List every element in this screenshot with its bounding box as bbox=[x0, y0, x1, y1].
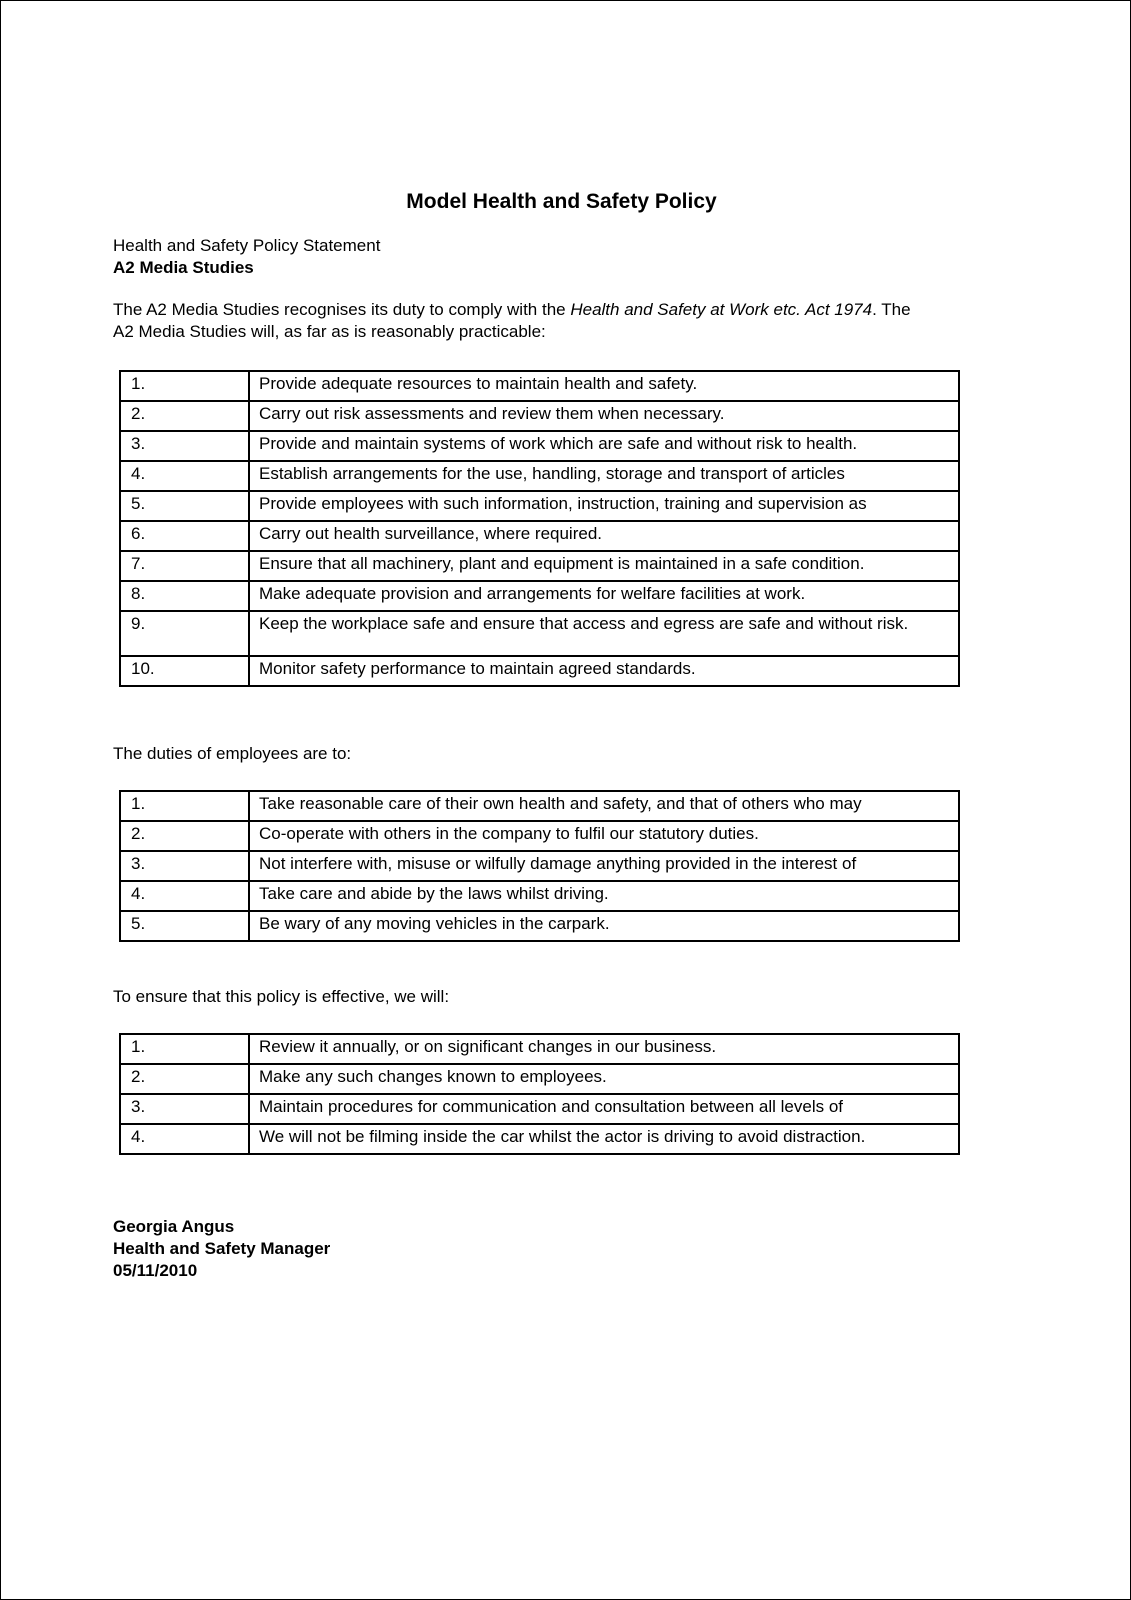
row-number: 10. bbox=[120, 656, 249, 686]
row-text: Ensure that all machinery, plant and equipment is maintained in a safe condition. bbox=[249, 551, 959, 581]
organisation-name: A2 Media Studies bbox=[113, 258, 254, 277]
row-text: Be wary of any moving vehicles in the carpark. bbox=[249, 911, 959, 941]
row-number: 2. bbox=[120, 821, 249, 851]
table-row bbox=[120, 851, 959, 881]
employee-duties-heading: The duties of employees are to: bbox=[113, 744, 352, 763]
table-row bbox=[120, 431, 959, 461]
row-number: 7. bbox=[120, 551, 249, 581]
intro-paragraph bbox=[113, 299, 1013, 343]
table-row bbox=[120, 1034, 959, 1064]
row-number: 4. bbox=[120, 1124, 249, 1154]
row-text: Take reasonable care of their own health and safety, and that of others who may bbox=[259, 794, 862, 813]
table-row bbox=[120, 1124, 959, 1154]
row-number: 8. bbox=[120, 581, 249, 611]
page-title: Model Health and Safety Policy bbox=[406, 190, 717, 213]
table-row bbox=[120, 911, 959, 941]
commitments-table bbox=[119, 370, 960, 687]
table-row bbox=[120, 491, 959, 521]
row-number: 4. bbox=[120, 461, 249, 491]
table-row bbox=[120, 401, 959, 431]
row-number: 1. bbox=[120, 371, 249, 401]
signature-role: Health and Safety Manager bbox=[113, 1239, 331, 1258]
table-row bbox=[120, 821, 959, 851]
statement-heading: Health and Safety Policy Statement bbox=[113, 236, 381, 255]
row-number: 5. bbox=[120, 911, 249, 941]
row-number: 2. bbox=[120, 401, 249, 431]
row-text: Carry out risk assessments and review them when necessary. bbox=[249, 401, 959, 431]
row-text: Establish arrangements for the use, handling, storage and transport of articles bbox=[259, 464, 845, 483]
row-text: We will not be filming inside the car whilst the actor is driving to avoid distraction. bbox=[249, 1124, 959, 1154]
row-number: 1. bbox=[120, 791, 249, 821]
row-text: Make adequate provision and arrangements for welfare facilities at work. bbox=[249, 581, 959, 611]
row-number: 6. bbox=[120, 521, 249, 551]
row-text: Carry out health surveillance, where required. bbox=[249, 521, 959, 551]
effectiveness-heading: To ensure that this policy is effective, we will: bbox=[113, 987, 450, 1006]
row-number: 4. bbox=[120, 881, 249, 911]
row-text: Maintain procedures for communication and consultation between all levels of bbox=[259, 1097, 843, 1116]
act-title: Health and Safety at Work etc. Act 1974 bbox=[570, 300, 873, 319]
table-row bbox=[120, 461, 959, 491]
row-text: Provide and maintain systems of work which are safe and without risk to health. bbox=[249, 431, 959, 461]
row-text: Provide adequate resources to maintain health and safety. bbox=[249, 371, 959, 401]
row-text: Take care and abide by the laws whilst driving. bbox=[249, 881, 959, 911]
intro-text-start: The A2 Media Studies recognises its duty to comply with the bbox=[113, 300, 571, 319]
row-text: Monitor safety performance to maintain agreed standards. bbox=[249, 656, 959, 686]
intro-text-line2: A2 Media Studies will, as far as is reasonably practicable: bbox=[113, 322, 546, 341]
signature-date: 05/11/2010 bbox=[113, 1261, 198, 1280]
row-text: Provide employees with such information, instruction, training and supervision as bbox=[259, 494, 867, 513]
row-text: Keep the workplace safe and ensure that access and egress are safe and without risk. bbox=[249, 611, 959, 656]
table-row bbox=[120, 791, 959, 821]
table-row bbox=[120, 581, 959, 611]
table-row bbox=[120, 881, 959, 911]
row-text: Co-operate with others in the company to fulfil our statutory duties. bbox=[249, 821, 959, 851]
table-row bbox=[120, 521, 959, 551]
employee-duties-table bbox=[119, 790, 960, 942]
row-text: Not interfere with, misuse or wilfully damage anything provided in the interest of bbox=[259, 854, 857, 873]
row-number: 3. bbox=[120, 431, 249, 461]
intro-text-end: . The bbox=[872, 300, 911, 319]
row-text: Make any such changes known to employees. bbox=[249, 1064, 959, 1094]
signature-name: Georgia Angus bbox=[113, 1217, 235, 1236]
row-number: 3. bbox=[120, 851, 249, 881]
table-row bbox=[120, 656, 959, 686]
row-number: 3. bbox=[120, 1094, 249, 1124]
table-row bbox=[120, 1064, 959, 1094]
table-row bbox=[120, 611, 959, 656]
effectiveness-table bbox=[119, 1033, 960, 1155]
row-number: 9. bbox=[120, 611, 249, 656]
row-number: 5. bbox=[120, 491, 249, 521]
table-row bbox=[120, 371, 959, 401]
row-number: 2. bbox=[120, 1064, 249, 1094]
table-row bbox=[120, 1094, 959, 1124]
row-text: Review it annually, or on significant changes in our business. bbox=[249, 1034, 959, 1064]
row-number: 1. bbox=[120, 1034, 249, 1064]
table-row bbox=[120, 551, 959, 581]
